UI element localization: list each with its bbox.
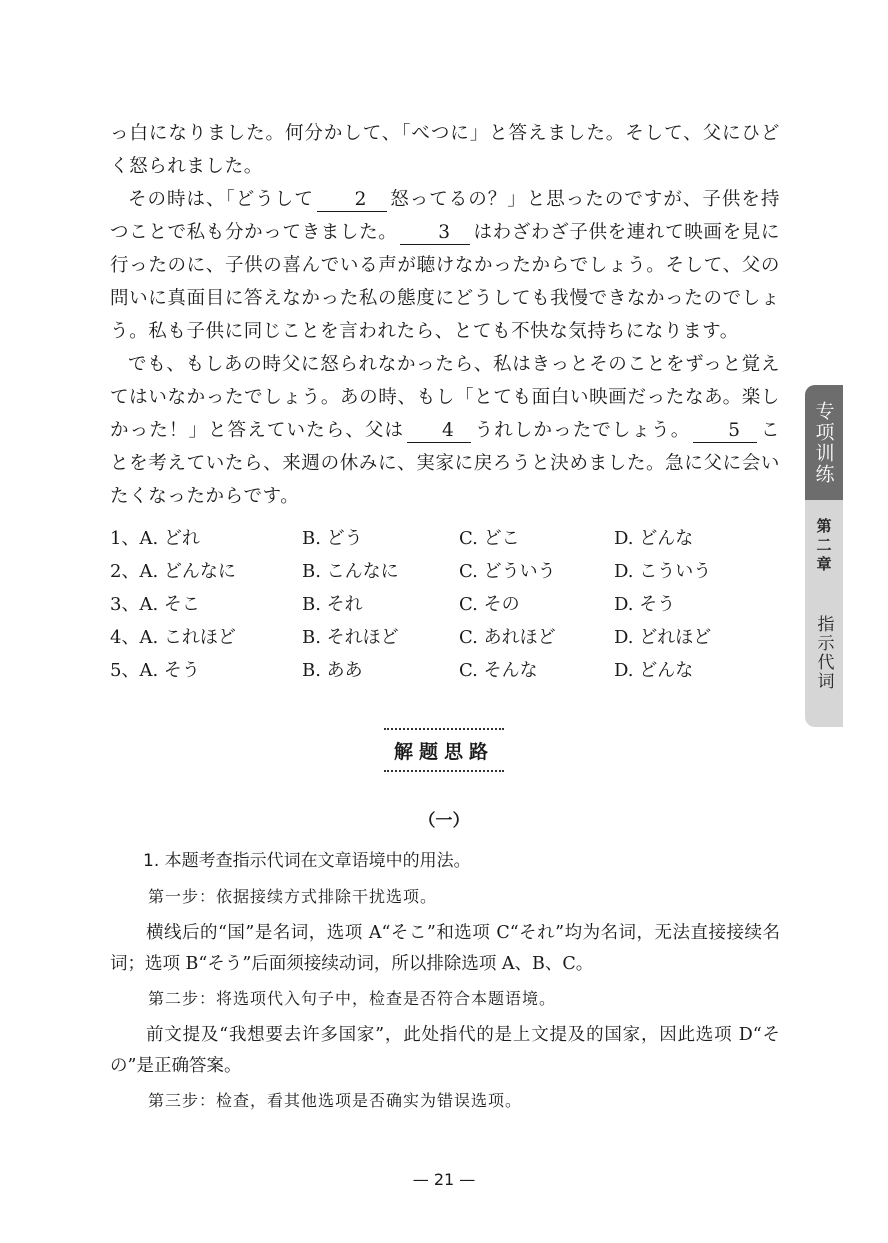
passage-text: はわざわざ子供を連れて映画を見に行ったのに、子供の喜んでいる声が聴けなかったからでしょう。そして、父の問いに真面目に答えなかった私の態度にどうしても我慢できなかったのでしょう。私も子供に同じことを言われたら、とても不快な気持ちになります。 bbox=[110, 222, 780, 342]
option-d: D. こういう bbox=[614, 561, 712, 582]
option-c: C. そんな bbox=[459, 660, 538, 681]
step-2: 第二步：将选项代入句子中，检查是否符合本题语境。 bbox=[148, 989, 557, 1008]
step-3: 第三步：检查，看其他选项是否确实为错误选项。 bbox=[148, 1091, 523, 1110]
option-a: 2、A. どんなに bbox=[110, 561, 236, 582]
side-tab-topic: 指示代词 bbox=[813, 615, 834, 691]
side-tab-chapter: 第二章 bbox=[814, 517, 833, 575]
solution-heading bbox=[384, 728, 504, 772]
passage-text: 怒ってるの？」と思ったのですが、子供を持つことで私も分かってきました。 bbox=[110, 189, 780, 243]
option-a: 3、A. そこ bbox=[110, 594, 200, 615]
option-d: D. どんな bbox=[614, 660, 694, 681]
option-row bbox=[110, 654, 750, 687]
option-b: B. それ bbox=[302, 594, 363, 615]
blank-5: 5 bbox=[693, 420, 757, 443]
passage-text: その時は、「どうして bbox=[128, 189, 314, 210]
option-d: D. どれほど bbox=[614, 627, 712, 648]
solution-heading-text: 解题思路 bbox=[393, 740, 494, 763]
chapter-side-tab bbox=[805, 385, 843, 727]
option-c: C. どういう bbox=[459, 561, 556, 582]
option-a: 4、A. これほど bbox=[110, 627, 236, 648]
step-2-detail: 前文提及“我想要去许多国家”，此处指代的是上文提及的国家，因此选项 D“その”是正确答案。 bbox=[110, 1025, 780, 1076]
blank-2: 2 bbox=[317, 189, 387, 212]
option-c: C. あれほど bbox=[459, 627, 556, 648]
blank-3: 3 bbox=[400, 222, 470, 245]
option-a: 1、A. どれ bbox=[110, 528, 200, 549]
option-row bbox=[110, 621, 750, 654]
option-row bbox=[110, 522, 750, 555]
option-b: B. どう bbox=[302, 528, 363, 549]
page-number: — 21 — bbox=[412, 1170, 476, 1189]
option-c: C. どこ bbox=[459, 528, 520, 549]
step-1-detail: 横线后的“国”是名词，选项 A“そこ”和选项 C“それ”均为名词，无法直接接续名词；选项 B“そう”后面须接续动词，所以排除选项 A、B、C。 bbox=[110, 923, 780, 974]
option-d: D. どんな bbox=[614, 528, 694, 549]
passage-text: でも、もしあの時父に怒られなかったら、私はきっとそのことをずっと覚えてはいなかったでしょう。あの時、もし「とても面白い映画だったなあ。楽しかった！」と答えていたら、父は bbox=[110, 354, 780, 441]
passage-text: うれしかったでしょう。 bbox=[474, 420, 691, 441]
passage-paragraph-1 bbox=[110, 117, 780, 183]
option-a: 5、A. そう bbox=[110, 660, 200, 681]
question-point: 1. 本题考查指示代词在文章语境中的用法。 bbox=[143, 851, 471, 871]
passage-text: ことを考えていたら、来週の休みに、実家に戻ろうと決めました。急に父に会いたくなったからです。 bbox=[110, 420, 780, 507]
option-b: B. こんなに bbox=[302, 561, 399, 582]
option-b: B. ああ bbox=[302, 660, 363, 681]
option-row bbox=[110, 555, 750, 588]
side-tab-category: 专项训练 bbox=[805, 385, 843, 500]
passage-paragraph-3 bbox=[110, 348, 780, 513]
step-1: 第一步：依据接续方式排除干扰选项。 bbox=[148, 887, 438, 906]
section-number: （一） bbox=[418, 811, 470, 831]
option-c: C. その bbox=[459, 594, 520, 615]
option-d: D. そう bbox=[614, 594, 676, 615]
passage-paragraph-2 bbox=[110, 183, 780, 348]
passage-text: っ白になりました。何分かして、「べつに」と答えました。そして、父にひどく怒られました。 bbox=[110, 123, 780, 177]
blank-4: 4 bbox=[407, 420, 471, 443]
options-list bbox=[110, 522, 750, 687]
option-b: B. それほど bbox=[302, 627, 399, 648]
option-row bbox=[110, 588, 750, 621]
